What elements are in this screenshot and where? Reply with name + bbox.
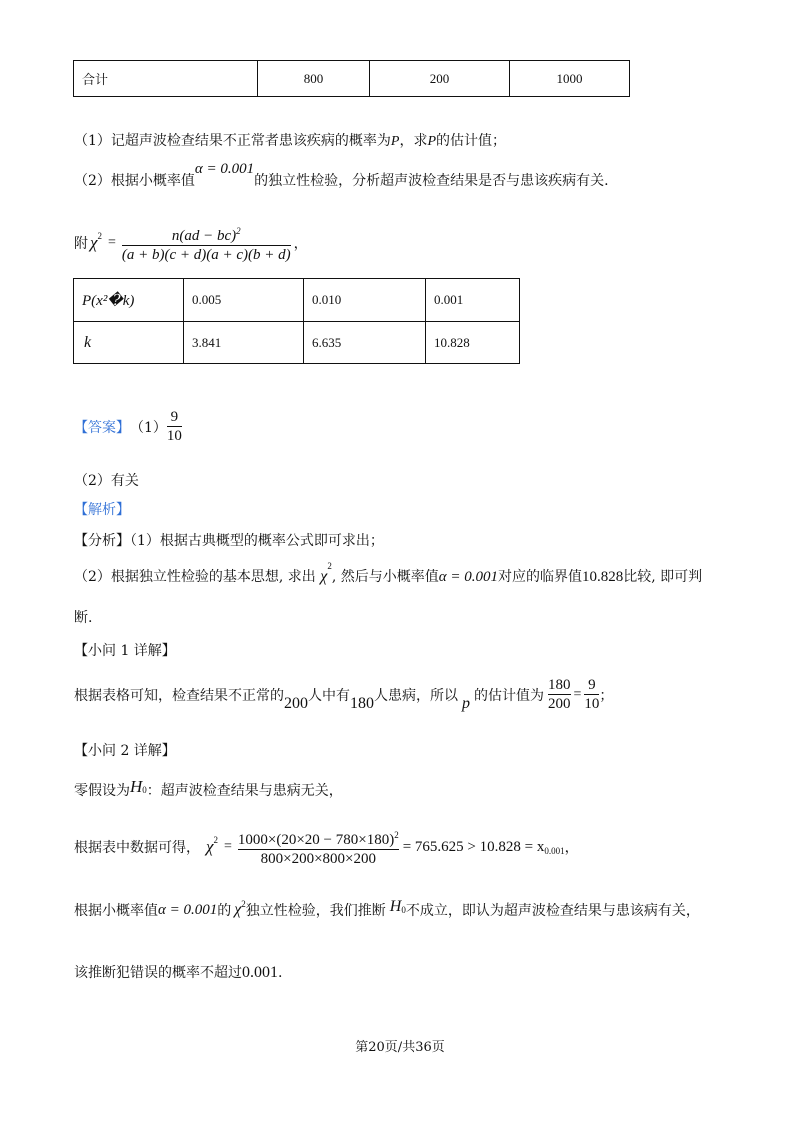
k-value-1: 3.841: [184, 322, 304, 364]
k-label: k: [74, 322, 184, 364]
formula-fraction: $\frac{n(ad - bc)^2}{(a + b)(c + d)(a + c)(b + d)}$: [121, 226, 291, 263]
sub1-tag: 【小问 1 详解】: [74, 643, 176, 659]
answer-fraction: $\frac{9}{10}$: [166, 409, 182, 444]
k-value-3: 10.828: [426, 322, 520, 364]
critical-value-table: [73, 278, 520, 364]
p-value-1: 0.005: [184, 279, 304, 322]
fraction-180-200: $\frac{180}{200}$: [548, 677, 571, 712]
answer-tag: 【答案】: [74, 419, 130, 436]
chi-square-formula: 附 χ $^2$ = $\frac{n(ad - bc)^2}{(a + b)(c + d)(a + c)(b + d)}$ ，: [74, 222, 308, 264]
table-row: [74, 61, 630, 97]
k-value-2: 6.635: [304, 322, 426, 364]
p-label: P(x²�k): [74, 279, 184, 322]
question-2: （2）根据小概率值α = 0.001的独立性检验，分析超声波检查结果是否与患该疾病有关.: [74, 161, 609, 189]
total-label: 合计: [74, 61, 258, 97]
fraction-9-10: $\frac{9}{10}$: [584, 677, 600, 712]
analysis-line-3: 断.: [74, 610, 93, 626]
sub2-tag: 【小问 2 详解】: [74, 743, 176, 759]
sub1-solution: 根据表格可知，检查结果不正常的 200 人中有 180 人患病，所以 p 的估计值为 $\frac{180}{200}$ = $\frac{9}{10}$ ；: [74, 677, 614, 712]
page-footer: 第20页/共36页: [355, 1040, 445, 1055]
table-row: [74, 279, 520, 322]
analysis-tag: 【解析】: [74, 502, 130, 518]
analysis-line-2: （2）根据独立性检验的基本思想, 求出 $\chi^2$, 然后与小概率值α = 0.001对应的临界值10.828比较, 即可判: [74, 561, 703, 585]
total-col2: 200: [370, 61, 510, 97]
conclusion-line: 根据小概率值 α = 0.001 的 χ $^2$ 独立性检验，我们推断 H $_0$ 不成立，即认为超声波检查结果与患该病有关，: [74, 898, 700, 919]
null-hypothesis: 零假设为 H $_0$ ：超声波检查结果与患病无关，: [74, 777, 343, 799]
total-col1: 800: [258, 61, 370, 97]
error-probability-line: 该推断犯错误的概率不超过 0.001 .: [74, 964, 283, 981]
answer-part2: （2）有关: [74, 473, 139, 489]
calc-fraction: $\frac{1000\times(20\times 20 - 780\times 180)^2}{800\times 200\times 800\times 200}$: [237, 830, 399, 867]
answer-line: 【答案】 （1） $\frac{9}{10}$: [74, 409, 182, 444]
analysis-line-1: 【分析】（1）根据古典概型的概率公式即可求出；: [74, 533, 384, 549]
total-col3: 1000: [510, 61, 630, 97]
p-value-3: 0.001: [426, 279, 520, 322]
summary-table: [73, 60, 630, 97]
question-1: （1）记超声波检查结果不正常者患该疾病的概率为P，求P的估计值；: [74, 133, 507, 149]
p-value-2: 0.010: [304, 279, 426, 322]
chi-square-calc: 根据表中数据可得， χ $^2$ = $\frac{1000\times(20\times 20 - 780\times 180)^2}{800\times 200\times 800\times 200}$ = 765.625 > 10.828 = x $_{0.001}$ ，: [74, 826, 579, 868]
table-row: [74, 322, 520, 364]
